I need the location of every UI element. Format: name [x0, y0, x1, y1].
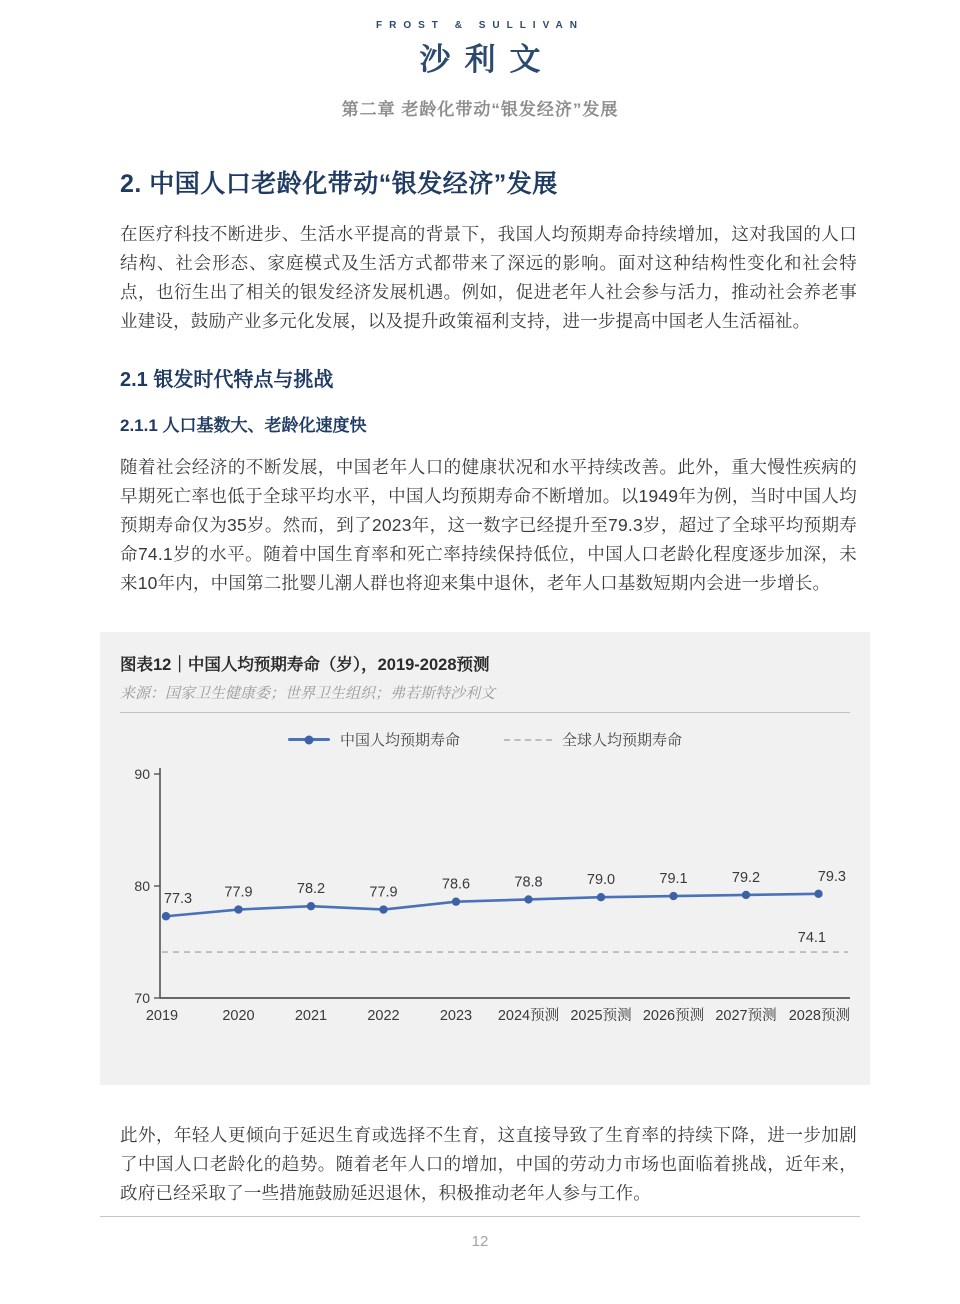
svg-text:78.6: 78.6	[441, 876, 471, 893]
legend-item-global	[504, 729, 682, 750]
china-series-marker-icon	[288, 738, 330, 741]
frost-sullivan-logo-cn: 沙利文	[419, 42, 555, 77]
svg-text:2021: 2021	[294, 1008, 328, 1024]
legend-label-china: 中国人均预期寿命	[339, 732, 460, 749]
global-series-marker-icon	[504, 739, 552, 741]
svg-text:2026预测: 2026预测	[642, 1008, 705, 1024]
chart-legend	[120, 713, 850, 758]
section-title: 2. 中国人口老龄化带动“银发经济”发展	[120, 170, 558, 198]
chapter-heading: 第二章 老龄化带动“银发经济”发展	[341, 100, 619, 119]
figure-title: 图表12｜中国人均预期寿命（岁），2019-2028预测	[120, 656, 490, 674]
svg-text:80: 80	[134, 878, 150, 894]
svg-text:79.0: 79.0	[586, 872, 616, 889]
content-column-bottom	[120, 1121, 857, 1208]
page-header	[0, 0, 960, 120]
svg-text:79.1: 79.1	[659, 871, 688, 888]
subsection-2-1-heading: 2.1 银发时代特点与挑战	[120, 369, 334, 391]
svg-text:2028预测: 2028预测	[788, 1008, 850, 1024]
figure-12-panel	[100, 632, 870, 1085]
svg-text:79.2: 79.2	[731, 869, 761, 886]
page-number: 12	[471, 1233, 489, 1250]
life-expectancy-chart	[120, 762, 850, 1054]
chart-plot-area	[120, 762, 850, 1059]
svg-text:77.9: 77.9	[224, 884, 253, 901]
legend-item-china	[288, 729, 460, 750]
svg-text:2020: 2020	[222, 1008, 255, 1024]
paragraph-aging: 随着社会经济的不断发展，中国老年人口的健康状况和水平持续改善。此外，重大慢性疾病的早期死亡率也低于全球平均水平，中国人均预期寿命不断增加。以1949年为例，当时中国人均预期寿命仅为35岁。然而，到了2023年，这一数字已经提升至79.3岁，超过了全球平均预期寿命74.1岁的水平。随着中国生育率和死亡率持续保持低位，中国人口老龄化程度逐步加深，未来10年内，中国第二批婴儿潮人群也将迎来集中退休，老年人口基数短期内会进一步增长。	[120, 457, 857, 593]
footer-divider	[100, 1216, 860, 1217]
svg-text:2025预测: 2025预测	[570, 1008, 632, 1024]
svg-text:2022: 2022	[367, 1008, 400, 1024]
svg-text:2024预测: 2024预测	[497, 1008, 560, 1024]
legend-label-global: 全球人均预期寿命	[562, 732, 683, 749]
svg-text:74.1: 74.1	[797, 930, 826, 947]
subsection-2-1-1-heading: 2.1.1 人口基数大、老龄化速度快	[120, 416, 367, 435]
content-column	[120, 164, 857, 598]
svg-text:78.8: 78.8	[514, 874, 543, 891]
svg-text:70: 70	[134, 990, 150, 1006]
svg-text:79.3: 79.3	[817, 868, 846, 885]
frost-sullivan-logo-en: FROST & SULLIVAN	[376, 20, 584, 31]
svg-text:2019: 2019	[145, 1008, 179, 1024]
svg-text:77.3: 77.3	[163, 891, 193, 908]
figure-source: 来源：国家卫生健康委；世界卫生组织；弗若斯特沙利文	[120, 685, 496, 702]
svg-text:2023: 2023	[439, 1008, 473, 1024]
paragraph-intro: 在医疗科技不断进步、生活水平提高的背景下，我国人均预期寿命持续增加，这对我国的人口结构、社会形态、家庭模式及生活方式都带来了深远的影响。面对这种结构性变化和社会特点，也衍生出了相关的银发经济发展机遇。例如，促进老年人社会参与活力，推动社会养老事业建设，鼓励产业多元化发展，以及提升政策福利支持，进一步提高中国老人生活福祉。	[120, 224, 857, 331]
svg-text:78.2: 78.2	[296, 881, 326, 898]
svg-text:77.9: 77.9	[369, 884, 398, 901]
paragraph-fertility: 此外，年轻人更倾向于延迟生育或选择不生育，这直接导致了生育率的持续下降，进一步加剧了中国人口老龄化的趋势。随着老年人口的增加，中国的劳动力市场也面临着挑战，近年来，政府已经采取了一些措施鼓励延迟退休，积极推动老年人参与工作。	[120, 1125, 857, 1203]
svg-text:90: 90	[134, 766, 150, 782]
svg-text:2027预测: 2027预测	[715, 1008, 777, 1024]
